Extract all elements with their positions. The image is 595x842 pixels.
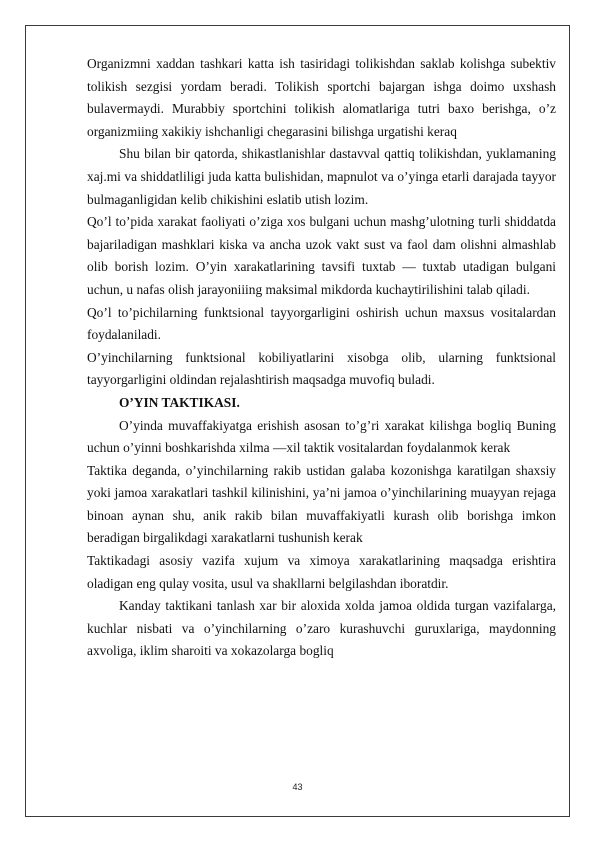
paragraph-tactics-definition: Taktika deganda, o’yinchilarning rakib ustidan galaba kozonishga karatilgan shaxsiy yoki jamoa xarakatlari tashkil kilinishini, ya’ni jamoa o’yinchilarining muayyan rejaga binoan aynan shu, anik rakib bilan muvaffakiyatli kurash olib borishga imkon beradigan birgalikdagi xarakatlarni tushunish kerak bbox=[87, 462, 556, 546]
section-heading: O’YIN TAKTIKASI. bbox=[119, 394, 240, 410]
paragraph-special-means: Qo’l to’pichilarning funktsional tayyorgarligini oshirish uchun maxsus vositalardan foydalaniladi. bbox=[87, 304, 556, 343]
paragraph-planning: O’yinchilarning funktsional kobiliyatlarini xisobga olib, ularning funktsional tayyorgarligini oldindan rejalashtirish maqsadga muvofiq buladi. bbox=[87, 349, 556, 388]
paragraph-success: O’yinda muvaffakiyatga erishish asosan to’g’ri xarakat kilishga bogliq Buning uchun o’yinni boshkarishda xilma —xil taktik vositalardan foydalanmok kerak bbox=[87, 417, 556, 456]
page-content bbox=[87, 53, 556, 663]
paragraph-main-task: Taktikadagi asosiy vazifa xujum va ximoya xarakatlarining maqsadga erishtira oladigan eng qulay vosita, usul va shakllarni belgilashdan iboratdir. bbox=[87, 553, 556, 591]
paragraph-choice: Kanday taktikani tanlash xar bir aloxida xolda jamoa oldida turgan vazifalarga, kuchlar nisbati va o’yinchilarning o’zaro kurashuvchi guruxlariga, maydonning axvoliga, iklim sharoiti va xokazolarga bogliq bbox=[87, 598, 556, 659]
page-number: 43 bbox=[292, 782, 303, 792]
paragraph-fatigue-sense: Organizmni xaddan tashkari katta ish tasiridagi tolikishdan saklab kolishga subektiv tolikish sezgisi yordam beradi. Tolikish sportchi bajargan ishga doimo uxshash bulavermaydi. Murabbiy sportchini tolikish alomatlariga tutri baxo berishga, o’z organizmiing xakikiy ishchanligi chegarasini bilishga urgatishi keraq bbox=[87, 56, 556, 139]
paragraph-training-regime: Qo’l to’pida xarakat faoliyati o’ziga xos bulgani uchun mashg’ulotning turli shiddatda bajariladigan mashklari kiska va ancha uzok vakt sust va faol dam olishni almashlab olib borish lozim. O’yin xarakatlarining tavsifi tuxtab — tuxtab utadigan bulgani uchun, u nafas olish jarayoniiing maksimal mikdorda kuchaytirilishini talab qiladi. bbox=[87, 214, 556, 297]
paragraph-injuries: Shu bilan bir qatorda, shikastlanishlar dastavval qattiq tolikishdan, yuklamaning xaj.mi va shiddatliligi juda katta bulishidan, mapnulot va o’yinga etarli darajada tayyor bulmaganligidan kelib chikishini eslatib utish lozim. bbox=[87, 146, 556, 207]
